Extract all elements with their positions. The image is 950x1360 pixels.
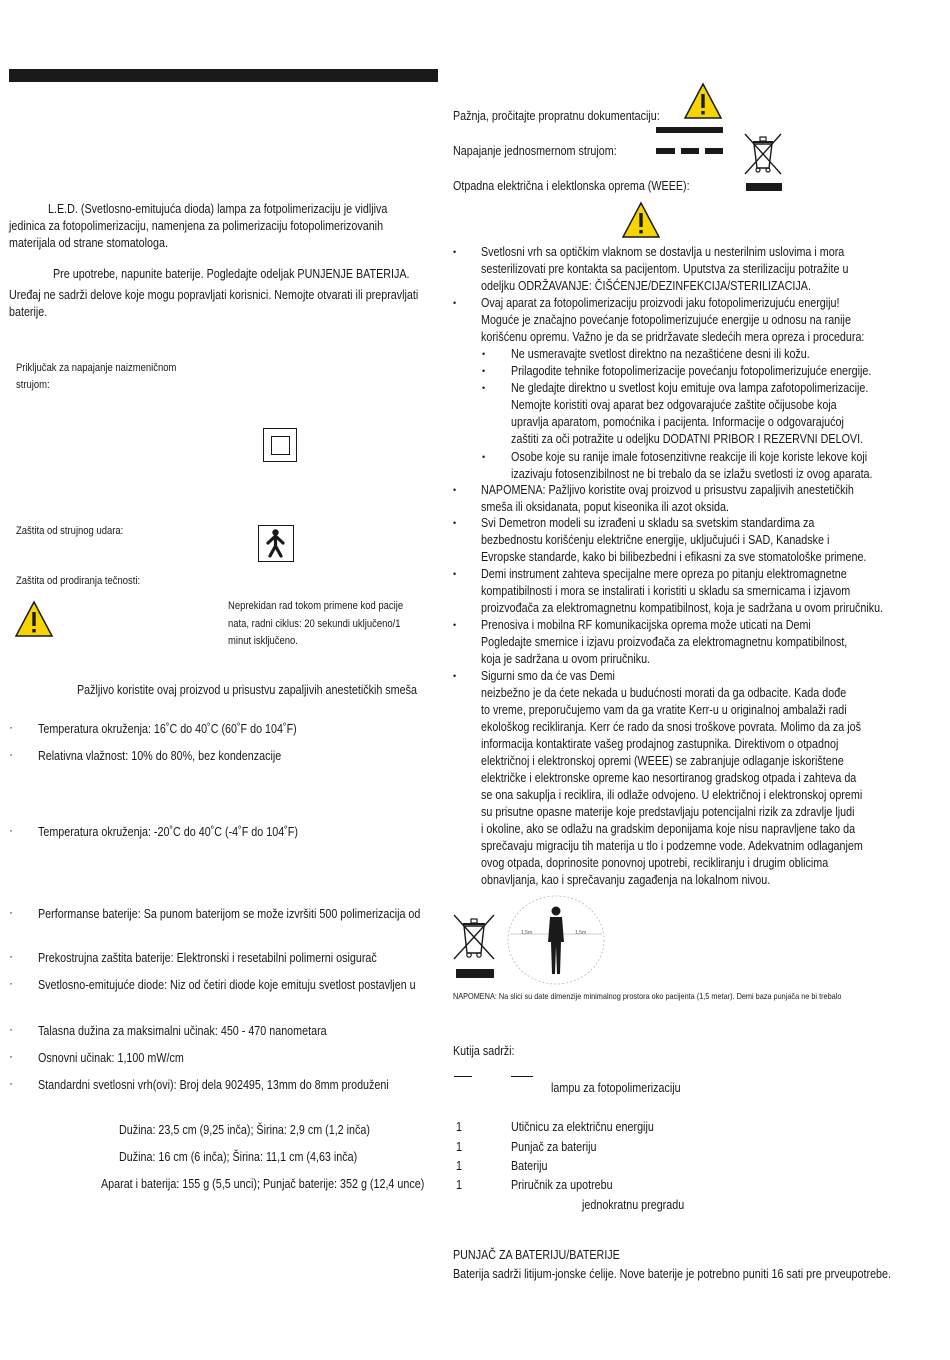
weee-para-6: električnoj i elektronskoj opremi (WEEE) se zabranjuje odlaganje iskorištene [481, 754, 844, 768]
output: Osnovni učinak: 1,100 mW/cm [38, 1051, 184, 1065]
weee-para-11: sprečavaju migraciju tih materija u tlo i podzemne vode. Adekvatnim odlaganjem [481, 839, 863, 853]
led-array: Svetlosno-emitujuće diode: Niz od četiri diode koje emituju svetlost postavljen u [38, 978, 416, 992]
duty-cycle-2: nata, radni ciklus: 20 sekundi uključeno/1 [228, 618, 401, 630]
qty-blank-line [454, 1076, 472, 1077]
box-item: Bateriju [511, 1159, 548, 1173]
energy-warning-1: Ovaj aparat za fotopolimerizaciju proizvodi jaku fotopolimerizujuću energiju! [481, 296, 840, 310]
box-item: Priručnik za upotrebu [511, 1178, 613, 1192]
dc-dash-icon [656, 148, 675, 154]
dc-dash-icon [705, 148, 723, 154]
weee-para-8: se ona sakuplja i reciklira, ili odlaže odvojeno. U električnoj i elektronskoj opremi [481, 788, 863, 802]
type-b-icon [258, 525, 294, 562]
header-bar [9, 69, 438, 82]
duty-cycle-3: minut isključeno. [228, 635, 298, 647]
box-qty: 1 [456, 1178, 462, 1192]
box-lamp: lampu za fotopolimerizaciju [551, 1081, 681, 1095]
box-qty: 1 [456, 1140, 462, 1154]
warning-icon [621, 201, 661, 239]
name-blank-line [511, 1076, 533, 1077]
bullet: · [9, 747, 13, 761]
standards-3: Evropske standarde, kako bi bilibezbedni i efikasni za sve stomatološke primene. [481, 550, 867, 564]
weight: Aparat i baterija: 155 g (5,5 unci); Punjač baterije: 352 g (12,4 unce) [101, 1177, 425, 1191]
bullet: • [453, 247, 457, 257]
dims-handpiece: Dužina: 23,5 cm (9,25 inča); Širina: 2,9 cm (1,2 inča) [119, 1123, 370, 1137]
bullet: • [453, 485, 457, 495]
figure-note: NAPOMENA: Na slici su date dimenzije minimalnog prostora oko pacijenta (1,5 metar). Demi baza punjača ne bi trebalo [453, 991, 842, 1001]
anesthetic-note: Pažljivo koristite ovaj proizvod u prisustvu zapaljivih anestetičkih smeša [77, 683, 417, 697]
weee-para-2: neizbežno je da ćete nekada u budućnosti morati da ga odbacite. Kada dođe [481, 686, 847, 700]
rf-1: Prenosiva i mobilna RF komunikacijska oprema može uticati na Demi [481, 618, 811, 632]
sub-bullet-3-3: upravlja aparatom, pomoćnika i pacijenta. Informacije o odgovarajućoj [511, 415, 844, 429]
weee-para-3: to vreme, preporučujemo vam da ga vratite Kerr-u u originalnoj ambalaži radi [481, 703, 847, 717]
dims-charger: Dužina: 16 cm (6 inča); Širina: 11,1 cm (4,63 inča) [119, 1150, 358, 1164]
bullet: · [9, 976, 13, 990]
sub-bullet-3-2: Nemojte koristiti ovaj aparat bez odgovarajuće zaštite očijusobe koja [511, 398, 837, 412]
bullet: · [9, 720, 13, 734]
box-qty: 1 [456, 1120, 462, 1134]
shock-label: Zaštita od strujnog udara: [16, 525, 124, 537]
weee-bin-icon [452, 913, 498, 984]
sub-bullet-2: Prilagodite tehnike fotopolimerizacije povećanju fotopolimerizujuće energije. [511, 364, 872, 378]
dc-dash-icon [681, 148, 699, 154]
operating-temp: Temperatura okruženja: 16˚C do 40˚C (60˚F do 104˚F) [38, 722, 297, 736]
sub-bullet-1: Ne usmeravajte svetlost direktno na nezaštićene desni ili kožu. [511, 347, 810, 361]
bullet: • [482, 452, 486, 462]
bullet: • [453, 620, 457, 630]
note-anesthetic-2: smeša ili oksidanata, poput kiseonika ili azot oksida. [481, 500, 729, 514]
ac-label-1: Priključak za napajanje naizmeničnom [16, 362, 177, 374]
sub-bullet-3-1: Ne gledajte direktno u svetlost koju emituje ova lampa zafotopolimerizacije. [511, 381, 869, 395]
emc-2: kompatibilnosti i mora se instalirati i koristiti u skladu sa smernicama i izjavom [481, 584, 851, 598]
distance-label-left: 1,5m [521, 930, 533, 936]
bullet: • [453, 518, 457, 528]
rf-2: Pogledajte smernice i izjavu proizvođača za elektromagnetnu kompatibilnost, [481, 635, 848, 649]
bullet: · [9, 905, 13, 919]
battery-intro-1: Pre upotrebe, napunite baterije. Pogledajte odeljak PUNJENJE BATERIJA. [53, 267, 410, 281]
bullet: • [453, 569, 457, 579]
sterile-tip-1: Svetlosni vrh sa optičkim vlaknom se dostavlja u nesterilnim uslovima i mora [481, 245, 845, 259]
dc-solid-line-icon [656, 127, 723, 133]
intro-line-3: materijala od strane stomatologa. [9, 236, 168, 250]
sub-bullet-4-2: izazivaju fotosenzibilnost ne bi trebalo da se izlažu svetlosti iz ovog aparata. [511, 467, 873, 481]
rf-3: koja je sadržana u ovom priručniku. [481, 652, 651, 666]
weee-bin-icon [743, 132, 785, 197]
weee-para-5: informacija kontaktirate vašeg prodajnog zastupnika. Direktivom o otpadnoj [481, 737, 839, 751]
bullet: · [9, 1076, 13, 1090]
liquid-label: Zaštita od prodiranja tečnosti: [16, 575, 141, 587]
warning-icon [14, 600, 54, 638]
wavelength: Talasna dužina za maksimalni učinak: 450 - 470 nanometara [38, 1024, 327, 1038]
bullet: • [453, 671, 457, 681]
warning-icon [683, 82, 723, 120]
light-tips: Standardni svetlosni vrh(ovi): Broj dela 902495, 13mm do 8mm produženi [38, 1078, 389, 1092]
weee-para-10: i okoline, ako se odlažu na gradskim deponijama koje nisu napravljene tako da [481, 822, 856, 836]
attention-label: Pažnja, pročitajte propratnu dokumentaciju: [453, 109, 660, 123]
overcurrent-protection: Prekostrujna zaštita baterije: Elektronski i resetabilni polimerni osigurač [38, 951, 377, 965]
sub-bullet-4-1: Osobe koje su ranije imale fotosenzitivne reakcije ili koje koriste lekove koji [511, 450, 868, 464]
standards-2: bezbednostu korišćenju električne energije, uključujući i SAD, Kanadske i [481, 533, 830, 547]
emc-3: proizvođača za elektromagnetnu kompatibilnost, koja je sadržana u ovom priručniku. [481, 601, 884, 615]
weee-para-9: su prisutne opasne materije koje predstavljaju potencijalni rizik za zdravlje ljudi [481, 805, 855, 819]
box-barrier: jednokratnu pregradu [582, 1198, 685, 1212]
bullet: • [453, 298, 457, 308]
battery-intro-3: baterije. [9, 305, 48, 319]
emc-1: Demi instrument zahteva specijalne mere opreza po pitanju elektromagnetne [481, 567, 847, 581]
bullet: · [9, 1022, 13, 1036]
energy-warning-2: Moguće je značajno povećanje fotopolimerizujuće energije u odnosu na ranije [481, 313, 851, 327]
operating-humidity: Relativna vlažnost: 10% do 80%, bez kondenzacije [38, 749, 282, 763]
standards-1: Svi Demetron modeli su izrađeni u skladu sa svetskim standardima za [481, 516, 815, 530]
note-anesthetic-1: NAPOMENA: Pažljivo koristite ovaj proizvod u prisustvu zapaljivih anestetičkih [481, 483, 854, 497]
sub-bullet-3-4: zaštiti za oči potražite u odeljku DODATNI PRIBOR I REZERVNI DELOVI. [511, 432, 864, 446]
storage-temp: Temperatura okruženja: -20˚C do 40˚C (-4˚F do 104˚F) [38, 825, 298, 839]
energy-warning-3: korišćenu opremu. Važno je da se pridržavate sledećih mera opreza i procedura: [481, 330, 865, 344]
ac-label-2: strujom: [16, 379, 50, 391]
bullet: • [482, 349, 486, 359]
weee-label: Otpadna električna i elektlonska oprema (WEEE): [453, 179, 690, 193]
dc-power-label: Napajanje jednosmernom strujom: [453, 144, 617, 158]
box-title: Kutija sadrži: [453, 1044, 515, 1058]
battery-intro-2: Uređaj ne sadrži delove koje mogu popravljati korisnici. Nemojte otvarati ili prepravljati [9, 288, 419, 302]
patient-environment-figure [506, 894, 606, 986]
duty-cycle-1: Neprekidan rad tokom primene kod pacije [228, 600, 404, 612]
weee-para-12: ovog otpada, doprinosite ponovnoj upotrebi, recikliranju i drugim oblicima [481, 856, 829, 870]
sterile-tip-2: sesterilizovati pre kontakta sa pacijentom. Uputstva za sterilizaciju potražite u [481, 262, 849, 276]
class-ii-icon [263, 428, 297, 462]
battery-performance: Performanse baterije: Sa punom baterijom se može izvršiti 500 polimerizacija od [38, 907, 421, 921]
charger-text: Baterija sadrži litijum-jonske ćelije. Nove baterije je potrebno puniti 16 sati pre prveupotrebe. [453, 1267, 891, 1281]
bullet: • [482, 366, 486, 376]
bullet: • [482, 383, 486, 393]
box-qty: 1 [456, 1159, 462, 1173]
bullet: · [9, 1049, 13, 1063]
intro-line-2: jedinica za fotopolimerizaciju, namenjena za polimerizaciju fotopolimerizovanih [9, 219, 384, 233]
weee-para-4: ekološkog recikliranja. Kerr će rado da snosi troškove povrata. Molimo da za još [481, 720, 862, 734]
weee-para-13: obnavljanja, kao i sprečavanju zagađenja na lokalnom nivou. [481, 873, 771, 887]
sterile-tip-3: odeljku ODRŽAVANJE: ČIŠĆENJE/DEZINFEKCIJA/STERILIZACIJA. [481, 279, 811, 293]
bullet: · [9, 823, 13, 837]
bullet: · [9, 949, 13, 963]
box-item: Punjač za bateriju [511, 1140, 597, 1154]
intro-line-1: L.E.D. (Svetlosno-emitujuća dioda) lampa za fotpolimerizaciju je vidljiva [48, 202, 388, 216]
box-item: Utičnicu za električnu energiju [511, 1120, 654, 1134]
weee-para-1: Sigurni smo da će vas Demi [481, 669, 615, 683]
distance-label-right: 1,5m [575, 930, 587, 936]
weee-para-7: električke i elektronske opreme kao nesortiranog gradskog otpada i zahteva da [481, 771, 857, 785]
charger-title: PUNJAČ ZA BATERIJU/BATERIJE [453, 1248, 620, 1262]
